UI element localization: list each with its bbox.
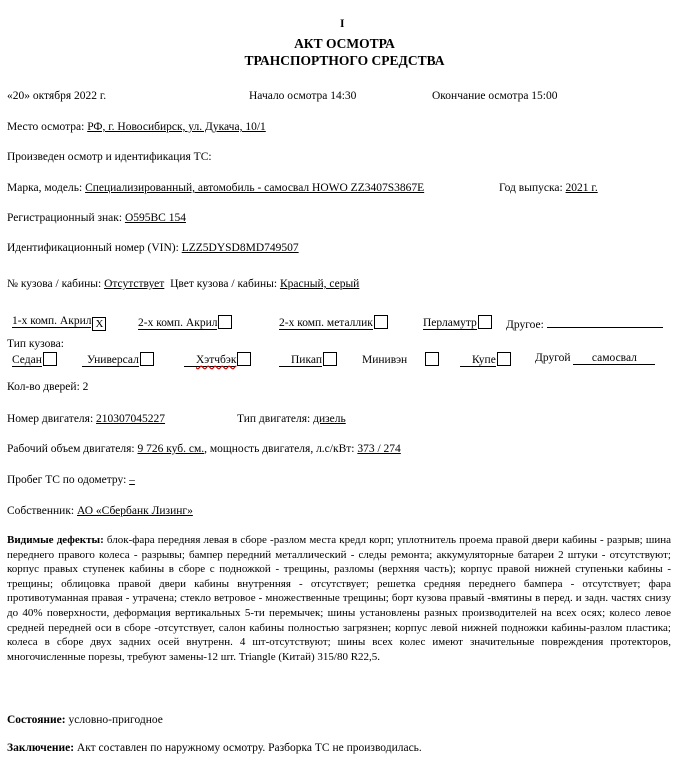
conclusion-value: Акт составлен по наружному осмотру. Разборка ТС не производилась.: [76, 742, 422, 754]
year-value: 2021 г.: [565, 182, 598, 194]
defects-paragraph: [7, 533, 671, 664]
power-value: 373 / 274: [357, 443, 401, 455]
body-type-label-1: Седан: [12, 354, 42, 366]
paint-other: [506, 315, 663, 331]
engine-number-row: [7, 413, 165, 425]
body-type-other-value: самосвал: [573, 352, 655, 365]
body-type-other-label: Другой: [535, 352, 571, 364]
mileage-row: [7, 474, 135, 486]
reg-row: [7, 212, 186, 224]
title-line-1: АКТ ОСМОТРА: [294, 36, 395, 51]
place-value: РФ, г. Новосибирск, ул. Дукача, 10/1: [87, 121, 266, 133]
paint-checkbox-2[interactable]: [218, 315, 232, 329]
body-type-6: [460, 352, 511, 367]
paint-label-4: Перламутр: [423, 317, 477, 329]
make-row: [7, 182, 424, 194]
body-color-row: [7, 278, 359, 290]
page-mark: I: [340, 18, 345, 30]
conclusion-label: Заключение:: [7, 742, 75, 754]
place-label: Место осмотра:: [7, 121, 85, 133]
body-type-label-2: Универсал: [82, 354, 139, 367]
year-label: Год выпуска:: [499, 182, 563, 194]
body-type-checkbox-2[interactable]: [140, 352, 154, 366]
engine-type-value: дизель: [313, 413, 346, 425]
body-type-checkbox-3[interactable]: [237, 352, 251, 366]
body-type-other: [535, 352, 655, 365]
body-type-checkbox-4[interactable]: [323, 352, 337, 366]
owner-row: [7, 505, 193, 517]
vin-label: Идентификационный номер (VIN):: [7, 242, 179, 254]
paint-option-4: [423, 315, 492, 330]
place-row: [7, 121, 266, 133]
vin-value: LZZ5DYSD8MD749507: [181, 242, 299, 254]
body-type-2: [82, 352, 154, 367]
make-value: Специализированный, автомобиль - самосвал HOWO ZZ3407S3867E: [85, 182, 425, 194]
body-type-label-3: Хэтчбэк: [184, 354, 236, 367]
engine-number-value: 210307045227: [96, 413, 166, 425]
title-line-2: ТРАНСПОРТНОГО СРЕДСТВА: [244, 53, 445, 68]
paint-label-1: 1-х комп. Акрил: [12, 315, 92, 327]
condition-value: условно-пригодное: [68, 714, 163, 726]
reg-label: Регистрационный знак:: [7, 212, 123, 224]
body-type-4: [279, 352, 337, 367]
displacement-label: Рабочий объем двигателя:: [7, 443, 135, 455]
paint-option-2: [138, 315, 232, 330]
paint-label-2: 2-х комп. Акрил: [138, 317, 218, 329]
condition-row: [7, 714, 163, 726]
displacement-value: 9 726 куб. см.: [137, 443, 205, 455]
start-time: Начало осмотра 14:30: [249, 90, 357, 102]
paint-option-3: [279, 315, 388, 330]
body-type-checkbox-6[interactable]: [497, 352, 511, 366]
body-type-checkbox-1[interactable]: [43, 352, 57, 366]
end-time: Окончание осмотра 15:00: [432, 90, 558, 102]
paint-checkbox-4[interactable]: [478, 315, 492, 329]
make-label: Марка, модель:: [7, 182, 83, 194]
defects-label: Видимые дефекты:: [7, 534, 104, 546]
condition-label: Состояние:: [7, 714, 66, 726]
body-type-label: Тип кузова:: [7, 338, 64, 350]
vin-row: [7, 242, 299, 254]
body-type-3: [184, 352, 251, 367]
body-number-label: № кузова / кабины:: [7, 278, 102, 290]
body-type-label-4: Пикап: [279, 354, 322, 367]
owner-label: Собственник:: [7, 505, 75, 517]
body-number-value: Отсутствует: [104, 278, 165, 290]
power-label: , мощность двигателя, л.с/кВт:: [204, 443, 355, 455]
mileage-value: –: [129, 474, 135, 486]
defects-text: блок-фара передняя левая в сборе -разлом места кредл корп; уплотнитель проема правой двери кабины - разрыв; шина переднего правого колеса - разрывы; бампер передний металлический - следы ремонта; аккумуляторные батареи 2 штуки - отсутствуют; корпус правых ступенек кабины в сборе с подножкой - трещины, разломы (верхняя часть); корпус правой нижней ступеньки кабины - трещины; облицовка правой двери кабины внутренняя - отсутствует; решетка средняя переднего бампера - отсутствует; фара противотуманная правая - утрачена; стекло ветровое - множественные трещины; борт кузова правый -вмятины в перед. и задн. частях снизу до 40% поверхности, деформация вертикальных 5-ти перемычек; шины установлены разных производителей на всех осях; колесо левое средней передней оси в сборе -отсутствует, салон кабины полностью загрязнен; корпус левой нижней подножки кабины-разлом пластика; колеса в сборе двух задних осей внутренн. 4 шт-отсутствуют; шины всех колес имеют значительные повреждения протекторов, многочисленные порезы, требуют замены-12 шт. Triangle (Китай) 315/80 R22,5.: [7, 534, 672, 663]
body-type-1: [12, 352, 57, 367]
paint-label-3: 2-х комп. металлик: [279, 317, 373, 329]
paint-other-line[interactable]: [547, 315, 663, 328]
paint-option-1: [12, 315, 106, 331]
engine-type-row: [237, 413, 346, 425]
conclusion-row: [7, 742, 422, 754]
mileage-label: Пробег ТС по одометру:: [7, 474, 127, 486]
inspection-date: «20» октября 2022 г.: [7, 90, 107, 102]
body-type-label-5: Минивэн: [362, 354, 408, 366]
body-type-label-6: Купе: [460, 354, 496, 367]
color-value: Красный, серый: [279, 278, 360, 290]
body-type-checkbox-5[interactable]: [425, 352, 439, 366]
doors-count: Кол-во дверей: 2: [7, 381, 89, 393]
color-label: Цвет кузова / кабины:: [170, 278, 278, 290]
paint-other-label: Другое:: [506, 319, 544, 331]
paint-checkbox-1[interactable]: X: [92, 317, 106, 331]
owner-value: АО «Сбербанк Лизинг»: [77, 505, 193, 517]
displacement-row: [7, 443, 401, 455]
year-row: [499, 182, 598, 194]
body-type-5: [362, 352, 439, 366]
engine-type-label: Тип двигателя:: [237, 413, 311, 425]
reg-value: О595ВС 154: [124, 212, 186, 224]
inspection-line: Произведен осмотр и идентификация ТС:: [7, 151, 212, 163]
engine-number-label: Номер двигателя:: [7, 413, 94, 425]
paint-checkbox-3[interactable]: [374, 315, 388, 329]
